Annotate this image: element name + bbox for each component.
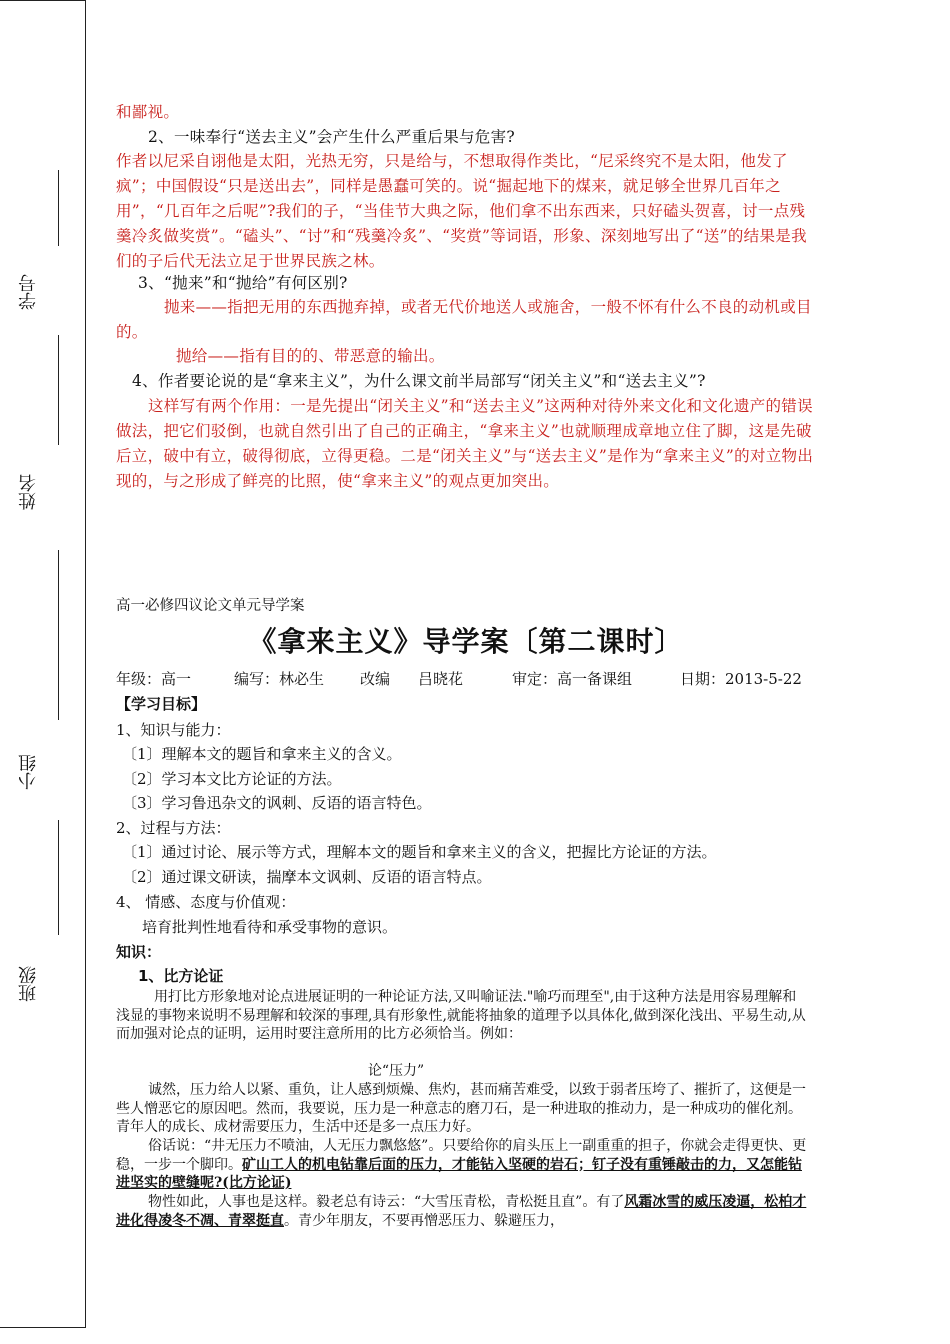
group-line — [58, 550, 59, 720]
knowledge-1-title: 1、比方论证 — [138, 967, 224, 985]
essay-para-3-emphasis: 风霜冰雪的威压凌逼，松柏才进化得凌冬不凋、青翠挺直 — [116, 1194, 807, 1229]
goal-1-2: 〔2〕学习本文比方论证的方法。 — [122, 770, 342, 788]
question-4: 4、作者要论说的是“拿来主义”，为什么课文前半局部写“闭关主义”和“送去主义”? — [132, 372, 706, 390]
meta-date: 日期：2013-5-22 — [680, 670, 802, 688]
meta-grade: 年级：高一 — [116, 670, 192, 688]
student-id-label: 学号 — [18, 274, 39, 310]
student-id-field — [0, 170, 86, 330]
answer-continuation: 和鄙视。 — [116, 103, 180, 121]
knowledge-1-text: 用打比方形象地对论点进展证明的一种论证方法,又叫喻证法."喻巧而理至",由于这种方法是用容易理解和浅显的事物来说明不易理解和较深的事理,具有形象性,就能将抽象的道理予以具体化,做到深化浅出、平易生动,从而加强对论点的证明，运用时要注意所用的比方必须恰当。例如： — [116, 989, 806, 1042]
goal-3-1: 培育批判性地看待和承受事物的意识。 — [142, 918, 398, 936]
goal-1: 1、知识与能力： — [116, 721, 231, 739]
essay-title: 论“压力” — [367, 1063, 425, 1079]
name-field — [0, 335, 86, 510]
answer-3a: 抛来——指把无用的东西抛弃掉，或者无代价地送人或施舍，一般不怀有什么不良的动机或目的。 — [116, 298, 812, 341]
meta-author: 编写：林必生 — [234, 670, 325, 688]
name-line — [58, 335, 59, 445]
class-line — [58, 820, 59, 935]
essay-para-2 — [116, 1137, 810, 1193]
meta-review: 审定：高一备课组 — [512, 670, 633, 688]
goal-2: 2、过程与方法： — [116, 819, 231, 837]
meta-adapter: 吕晓花 — [418, 670, 464, 688]
goal-1-3: 〔3〕学习鲁迅杂文的讽刺、反语的语言特色。 — [122, 794, 432, 812]
doc-meta — [116, 668, 836, 689]
class-field — [0, 820, 86, 1000]
question-3: 3、“抛来”和“抛给”有何区别? — [138, 274, 348, 292]
essay-para-2-text: 俗话说：“井无压力不喷油，人无压力飘悠悠”。只要给你的肩头压上一副重重的担子，你就会走得更快、更稳，一步一个脚印。 — [116, 1138, 807, 1173]
answer-2: 作者以尼采自诩他是太阳，光热无穷，只是给与，不想取得作类比，“尼采终究不是太阳，他发了疯”；中国假设“只是送出去”，同样是愚蠢可笑的。说“掘起地下的煤来，就足够全世界几百年之用”，“几百年之后呢”?我们的子，“当佳节大典之际，他们拿不出东西来，只好磕头贺喜，讨一点残羹冷炙做奖赏”。“磕头”、“讨”和“残羹冷炙”、“奖赏”等词语，形象、深刻地写出了“送”的结果是我们的子后代无法立足于世界民族之林。 — [116, 152, 807, 270]
goal-3: 4、 情感、态度与价值观： — [116, 893, 296, 911]
answer-3b: 抛给——指有目的的、带恶意的输出。 — [176, 347, 445, 365]
knowledge-title: 知识： — [116, 943, 162, 961]
doc-header: 高一必修四议论文单元导学案 — [116, 598, 305, 614]
group-label: 小组 — [18, 754, 39, 790]
goal-1-1: 〔1〕理解本文的题旨和拿来主义的含义。 — [122, 745, 402, 763]
question-2: 2、一味奉行“送去主义”会产生什么严重后果与危害? — [148, 128, 516, 146]
essay-para-1: 诚然，压力给人以紧、重负，让人感到烦燥、焦灼，甚而痛苦难受，以致于弱者压垮了、摧折了，这便是一些人憎恶它的原因吧。然而，我要说，压力是一种意志的磨刀石，是一种进取的推动力，是一种成功的催化剂。青年人的成长、成材需要压力，生活中还是多一点压力好。 — [116, 1082, 806, 1135]
essay-para-2-emphasis: 矿山工人的机电钻靠后面的压力，才能钻入坚硬的岩石；钉子没有重锤敲击的力，又怎能钻进坚实的壁缝呢?(比方论证) — [116, 1156, 802, 1191]
goal-2-1: 〔1〕通过讨论、展示等方式，理解本文的题旨和拿来主义的含义，把握比方论证的方法。 — [122, 843, 717, 861]
student-id-line — [58, 170, 59, 246]
essay-para-3-tail: 。青少年朋友，不要再憎恶压力、躲避压力， — [284, 1212, 564, 1229]
group-field — [0, 550, 86, 790]
goals-title: 【学习目标】 — [116, 695, 207, 713]
meta-adapt: 改编 — [360, 670, 391, 688]
class-label: 班级 — [18, 966, 39, 1002]
doc-title: 《拿来主义》导学案〔第二课时〕 — [248, 625, 684, 658]
answer-4: 这样写有两个作用：一是先提出“闭关主义”和“送去主义”这两种对待外来文化和文化遗产的错误做法，把它们驳倒，也就自然引出了自己的正确主，“拿来主义”也就顺理成章地立住了脚，这是先破后立，破中有立，破得彻底，立得更稳。二是“闭关主义”与“送去主义”是作为“拿来主义”的对立物出现的，与之形成了鲜亮的比照，使“拿来主义”的观点更加突出。 — [116, 397, 814, 490]
goal-2-2: 〔2〕通过课文研读，揣摩本文讽刺、反语的语言特点。 — [122, 868, 492, 886]
essay-para-3-text: 物性如此，人事也是这样。毅老总有诗云：“大雪压青松，青松挺且直”。有了 — [148, 1194, 625, 1210]
name-label: 姓名 — [18, 474, 39, 510]
essay-para-3 — [116, 1193, 810, 1230]
